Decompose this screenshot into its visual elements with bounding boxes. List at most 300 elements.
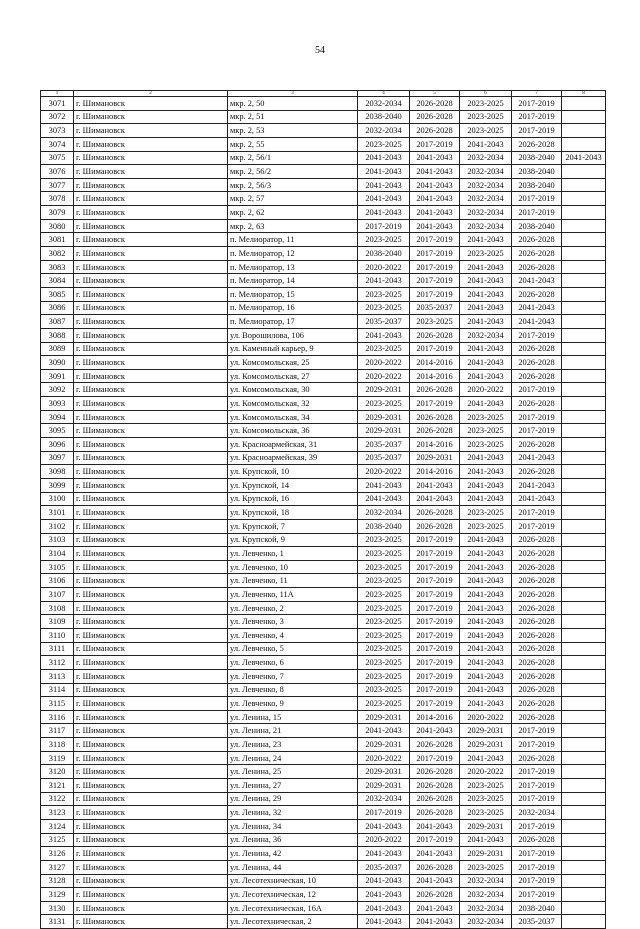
- period-cell: 2023-2025: [460, 124, 512, 138]
- period-cell: [562, 260, 606, 274]
- row-number-cell: 3096: [41, 438, 74, 452]
- period-cell: 2035-2037: [512, 915, 562, 929]
- row-number-cell: 3125: [41, 833, 74, 847]
- address-cell: ул. Левченко, 8: [228, 683, 358, 697]
- table-row: [41, 588, 606, 602]
- period-cell: [562, 424, 606, 438]
- period-cell: 2041-2043: [358, 874, 410, 888]
- settlement-cell: г. Шимановск: [74, 492, 228, 506]
- row-number-cell: 3117: [41, 724, 74, 738]
- page-number: 54: [315, 45, 325, 56]
- period-cell: [562, 397, 606, 411]
- period-cell: [562, 287, 606, 301]
- table-row: [41, 356, 606, 370]
- row-number-cell: 3119: [41, 751, 74, 765]
- address-cell: мкр. 2, 56/3: [228, 178, 358, 192]
- column-number-header: 7: [512, 91, 562, 97]
- period-cell: 2041-2043: [512, 315, 562, 329]
- period-cell: [562, 233, 606, 247]
- row-number-cell: 3106: [41, 574, 74, 588]
- table-row: [41, 683, 606, 697]
- period-cell: 2017-2019: [410, 260, 460, 274]
- settlement-cell: г. Шимановск: [74, 533, 228, 547]
- row-number-cell: 3113: [41, 669, 74, 683]
- address-cell: ул. Ленина, 29: [228, 792, 358, 806]
- column-number-header: 2: [74, 91, 228, 97]
- settlement-cell: г. Шимановск: [74, 369, 228, 383]
- address-cell: ул. Ленина, 21: [228, 724, 358, 738]
- period-cell: 2041-2043: [358, 478, 410, 492]
- address-cell: ул. Каменный карьер, 9: [228, 342, 358, 356]
- column-number-header: 6: [460, 91, 512, 97]
- table-row: [41, 301, 606, 315]
- row-number-cell: 3075: [41, 151, 74, 165]
- period-cell: 2023-2025: [358, 397, 410, 411]
- period-cell: [562, 792, 606, 806]
- period-cell: [562, 915, 606, 929]
- period-cell: [562, 315, 606, 329]
- period-cell: 2014-2016: [410, 465, 460, 479]
- period-cell: 2026-2028: [410, 806, 460, 820]
- table-row: [41, 779, 606, 793]
- period-cell: 2023-2025: [460, 806, 512, 820]
- row-number-cell: 3085: [41, 287, 74, 301]
- address-cell: мкр. 2, 62: [228, 206, 358, 220]
- period-cell: [562, 356, 606, 370]
- period-cell: 2017-2019: [410, 751, 460, 765]
- settlement-cell: г. Шимановск: [74, 178, 228, 192]
- row-number-cell: 3129: [41, 888, 74, 902]
- period-cell: 2023-2025: [358, 683, 410, 697]
- period-cell: 2032-2034: [358, 97, 410, 111]
- settlement-cell: г. Шимановск: [74, 588, 228, 602]
- settlement-cell: г. Шимановск: [74, 410, 228, 424]
- period-cell: 2017-2019: [512, 519, 562, 533]
- period-cell: 2041-2043: [358, 178, 410, 192]
- table-row: [41, 478, 606, 492]
- period-cell: 2041-2043: [460, 137, 512, 151]
- period-cell: 2017-2019: [410, 533, 460, 547]
- address-cell: ул. Лесотехническая, 16А: [228, 901, 358, 915]
- period-cell: 2017-2019: [512, 410, 562, 424]
- table-row: [41, 438, 606, 452]
- period-cell: 2026-2028: [410, 424, 460, 438]
- settlement-cell: г. Шимановск: [74, 710, 228, 724]
- period-cell: 2023-2025: [460, 247, 512, 261]
- table-row: [41, 178, 606, 192]
- period-cell: 2026-2028: [512, 669, 562, 683]
- period-cell: [562, 165, 606, 179]
- period-cell: 2017-2019: [512, 328, 562, 342]
- period-cell: 2032-2034: [460, 328, 512, 342]
- column-number-header: 1: [41, 91, 74, 97]
- period-cell: 2041-2043: [410, 492, 460, 506]
- address-cell: ул. Ленина, 25: [228, 765, 358, 779]
- address-cell: ул. Красноармейская, 39: [228, 451, 358, 465]
- settlement-cell: г. Шимановск: [74, 669, 228, 683]
- period-cell: 2038-2040: [512, 165, 562, 179]
- table-row: [41, 219, 606, 233]
- table-row: [41, 151, 606, 165]
- period-cell: 2026-2028: [512, 833, 562, 847]
- period-cell: 2014-2016: [410, 710, 460, 724]
- period-cell: 2041-2043: [460, 601, 512, 615]
- period-cell: 2029-2031: [358, 424, 410, 438]
- period-cell: 2017-2019: [410, 628, 460, 642]
- period-cell: 2035-2037: [358, 451, 410, 465]
- address-cell: ул. Ленина, 15: [228, 710, 358, 724]
- period-cell: 2023-2025: [358, 588, 410, 602]
- table-row: [41, 519, 606, 533]
- table-row: [41, 833, 606, 847]
- address-cell: ул. Крупской, 9: [228, 533, 358, 547]
- address-cell: ул. Комсомольская, 36: [228, 424, 358, 438]
- table-row: [41, 97, 606, 111]
- address-cell: ул. Ленина, 34: [228, 819, 358, 833]
- period-cell: 2017-2019: [410, 833, 460, 847]
- period-cell: 2026-2028: [512, 642, 562, 656]
- address-cell: ул. Комсомольская, 25: [228, 356, 358, 370]
- settlement-cell: г. Шимановск: [74, 260, 228, 274]
- period-cell: 2017-2019: [512, 819, 562, 833]
- period-cell: 2014-2016: [410, 356, 460, 370]
- table-row: [41, 192, 606, 206]
- row-number-cell: 3101: [41, 506, 74, 520]
- period-cell: 2041-2043: [460, 465, 512, 479]
- period-cell: 2041-2043: [512, 301, 562, 315]
- address-cell: ул. Левченко, 3: [228, 615, 358, 629]
- settlement-cell: г. Шимановск: [74, 656, 228, 670]
- period-cell: 2026-2028: [410, 506, 460, 520]
- row-number-cell: 3100: [41, 492, 74, 506]
- period-cell: 2023-2025: [358, 342, 410, 356]
- period-cell: 2017-2019: [512, 206, 562, 220]
- address-cell: ул. Левченко, 1: [228, 547, 358, 561]
- period-cell: 2032-2034: [358, 506, 410, 520]
- settlement-cell: г. Шимановск: [74, 642, 228, 656]
- address-cell: ул. Ленина, 32: [228, 806, 358, 820]
- period-cell: 2023-2025: [358, 301, 410, 315]
- period-cell: 2026-2028: [410, 410, 460, 424]
- period-cell: 2017-2019: [512, 724, 562, 738]
- column-number-header: 8: [562, 91, 606, 97]
- period-cell: 2035-2037: [410, 301, 460, 315]
- period-cell: 2026-2028: [512, 683, 562, 697]
- period-cell: [562, 369, 606, 383]
- table-row: [41, 247, 606, 261]
- period-cell: 2041-2043: [460, 588, 512, 602]
- period-cell: 2017-2019: [512, 424, 562, 438]
- period-cell: 2032-2034: [460, 178, 512, 192]
- row-number-cell: 3074: [41, 137, 74, 151]
- period-cell: 2023-2025: [460, 424, 512, 438]
- period-cell: [562, 506, 606, 520]
- address-cell: ул. Левченко, 9: [228, 697, 358, 711]
- address-cell: п. Мелиоратор, 17: [228, 315, 358, 329]
- table-row: [41, 547, 606, 561]
- period-cell: 2017-2019: [410, 642, 460, 656]
- period-cell: 2032-2034: [460, 874, 512, 888]
- table-row: [41, 110, 606, 124]
- row-number-cell: 3109: [41, 615, 74, 629]
- period-cell: 2017-2019: [410, 574, 460, 588]
- settlement-cell: г. Шимановск: [74, 424, 228, 438]
- period-cell: 2026-2028: [512, 547, 562, 561]
- address-cell: мкр. 2, 50: [228, 97, 358, 111]
- settlement-cell: г. Шимановск: [74, 779, 228, 793]
- period-cell: [562, 806, 606, 820]
- address-cell: ул. Крупской, 18: [228, 506, 358, 520]
- period-cell: 2032-2034: [512, 806, 562, 820]
- table-row: [41, 451, 606, 465]
- period-cell: 2041-2043: [512, 451, 562, 465]
- settlement-cell: г. Шимановск: [74, 901, 228, 915]
- row-number-cell: 3131: [41, 915, 74, 929]
- period-cell: 2041-2043: [460, 451, 512, 465]
- period-cell: 2017-2019: [410, 656, 460, 670]
- table-row: [41, 765, 606, 779]
- address-cell: ул. Красноармейская, 31: [228, 438, 358, 452]
- period-cell: 2020-2022: [460, 383, 512, 397]
- settlement-cell: г. Шимановск: [74, 219, 228, 233]
- table-row: [41, 724, 606, 738]
- table-row: [41, 819, 606, 833]
- period-cell: 2029-2031: [358, 383, 410, 397]
- period-cell: 2017-2019: [512, 888, 562, 902]
- address-cell: ул. Ленина, 24: [228, 751, 358, 765]
- table-row: [41, 915, 606, 929]
- period-cell: 2026-2028: [512, 656, 562, 670]
- table-row: [41, 601, 606, 615]
- period-cell: 2041-2043: [410, 874, 460, 888]
- period-cell: 2026-2028: [512, 356, 562, 370]
- period-cell: 2041-2043: [358, 192, 410, 206]
- period-cell: 2017-2019: [410, 615, 460, 629]
- table-row: [41, 710, 606, 724]
- period-cell: 2041-2043: [460, 342, 512, 356]
- period-cell: 2032-2034: [460, 901, 512, 915]
- period-cell: 2026-2028: [512, 574, 562, 588]
- address-cell: ул. Ленина, 27: [228, 779, 358, 793]
- table-row: [41, 751, 606, 765]
- period-cell: 2032-2034: [358, 124, 410, 138]
- period-cell: 2026-2028: [410, 328, 460, 342]
- period-cell: [562, 110, 606, 124]
- period-cell: 2023-2025: [460, 438, 512, 452]
- settlement-cell: г. Шимановск: [74, 915, 228, 929]
- table-row: [41, 492, 606, 506]
- period-cell: 2029-2031: [358, 765, 410, 779]
- table-row: [41, 315, 606, 329]
- period-cell: [562, 615, 606, 629]
- settlement-cell: г. Шимановск: [74, 137, 228, 151]
- row-number-cell: 3111: [41, 642, 74, 656]
- period-cell: [562, 779, 606, 793]
- period-cell: 2032-2034: [460, 888, 512, 902]
- period-cell: 2023-2025: [460, 110, 512, 124]
- period-cell: 2038-2040: [512, 151, 562, 165]
- period-cell: [562, 847, 606, 861]
- period-cell: 2023-2025: [358, 533, 410, 547]
- row-number-cell: 3128: [41, 874, 74, 888]
- period-cell: 2020-2022: [358, 356, 410, 370]
- period-cell: 2020-2022: [358, 833, 410, 847]
- row-number-cell: 3112: [41, 656, 74, 670]
- settlement-cell: г. Шимановск: [74, 847, 228, 861]
- row-number-cell: 3094: [41, 410, 74, 424]
- period-cell: 2041-2043: [512, 478, 562, 492]
- period-cell: 2041-2043: [460, 642, 512, 656]
- period-cell: 2029-2031: [358, 738, 410, 752]
- address-cell: п. Мелиоратор, 15: [228, 287, 358, 301]
- period-cell: 2026-2028: [410, 519, 460, 533]
- settlement-cell: г. Шимановск: [74, 615, 228, 629]
- period-cell: [562, 724, 606, 738]
- address-cell: мкр. 2, 57: [228, 192, 358, 206]
- settlement-cell: г. Шимановск: [74, 192, 228, 206]
- period-cell: 2041-2043: [460, 397, 512, 411]
- period-cell: 2023-2025: [358, 560, 410, 574]
- period-cell: [562, 519, 606, 533]
- settlement-cell: г. Шимановск: [74, 356, 228, 370]
- period-cell: 2017-2019: [358, 806, 410, 820]
- row-number-cell: 3098: [41, 465, 74, 479]
- period-cell: 2026-2028: [410, 779, 460, 793]
- column-number-header: 3: [228, 91, 358, 97]
- address-cell: ул. Комсомольская, 34: [228, 410, 358, 424]
- period-cell: [562, 669, 606, 683]
- period-cell: 2041-2043: [410, 192, 460, 206]
- period-cell: 2041-2043: [410, 819, 460, 833]
- address-cell: ул. Ворошилова, 106: [228, 328, 358, 342]
- table-row: [41, 506, 606, 520]
- table-row: [41, 287, 606, 301]
- settlement-cell: г. Шимановск: [74, 383, 228, 397]
- period-cell: 2041-2043: [460, 656, 512, 670]
- period-cell: 2041-2043: [562, 151, 606, 165]
- period-cell: 2041-2043: [460, 274, 512, 288]
- address-cell: п. Мелиоратор, 11: [228, 233, 358, 247]
- row-number-cell: 3072: [41, 110, 74, 124]
- address-cell: ул. Комсомольская, 27: [228, 369, 358, 383]
- period-cell: [562, 410, 606, 424]
- settlement-cell: г. Шимановск: [74, 342, 228, 356]
- address-cell: мкр. 2, 55: [228, 137, 358, 151]
- settlement-cell: г. Шимановск: [74, 124, 228, 138]
- row-number-cell: 3081: [41, 233, 74, 247]
- settlement-cell: г. Шимановск: [74, 438, 228, 452]
- period-cell: 2041-2043: [460, 233, 512, 247]
- table-row: [41, 137, 606, 151]
- period-cell: 2038-2040: [358, 519, 410, 533]
- period-cell: [562, 206, 606, 220]
- row-number-cell: 3107: [41, 588, 74, 602]
- period-cell: 2020-2022: [358, 465, 410, 479]
- address-cell: ул. Крупской, 16: [228, 492, 358, 506]
- period-cell: 2017-2019: [512, 192, 562, 206]
- table-row: [41, 410, 606, 424]
- period-cell: 2017-2019: [512, 506, 562, 520]
- period-cell: 2026-2028: [410, 110, 460, 124]
- column-number-header: 5: [410, 91, 460, 97]
- period-cell: [562, 274, 606, 288]
- period-cell: 2026-2028: [512, 615, 562, 629]
- period-cell: 2026-2028: [512, 397, 562, 411]
- period-cell: 2041-2043: [410, 206, 460, 220]
- period-cell: 2026-2028: [512, 260, 562, 274]
- period-cell: 2026-2028: [512, 369, 562, 383]
- period-cell: 2041-2043: [460, 697, 512, 711]
- table-row: [41, 206, 606, 220]
- period-cell: [562, 901, 606, 915]
- period-cell: 2017-2019: [358, 219, 410, 233]
- address-cell: ул. Левченко, 11А: [228, 588, 358, 602]
- period-cell: 2017-2019: [410, 233, 460, 247]
- settlement-cell: г. Шимановск: [74, 465, 228, 479]
- row-number-cell: 3087: [41, 315, 74, 329]
- row-number-cell: 3122: [41, 792, 74, 806]
- period-cell: 2026-2028: [512, 533, 562, 547]
- table-row: [41, 124, 606, 138]
- period-cell: 2026-2028: [512, 137, 562, 151]
- period-cell: 2017-2019: [410, 588, 460, 602]
- period-cell: [562, 192, 606, 206]
- period-cell: 2041-2043: [410, 219, 460, 233]
- period-cell: 2041-2043: [460, 287, 512, 301]
- address-cell: ул. Лесотехническая, 2: [228, 915, 358, 929]
- period-cell: 2026-2028: [512, 247, 562, 261]
- period-cell: [562, 601, 606, 615]
- period-cell: 2041-2043: [410, 151, 460, 165]
- table-row: [41, 574, 606, 588]
- period-cell: [562, 438, 606, 452]
- period-cell: 2026-2028: [512, 287, 562, 301]
- settlement-cell: г. Шимановск: [74, 628, 228, 642]
- period-cell: 2023-2025: [358, 669, 410, 683]
- row-number-cell: 3104: [41, 547, 74, 561]
- period-cell: 2023-2025: [460, 860, 512, 874]
- table-row: [41, 615, 606, 629]
- period-cell: 2032-2034: [460, 915, 512, 929]
- period-cell: 2017-2019: [512, 847, 562, 861]
- table-row: [41, 328, 606, 342]
- settlement-cell: г. Шимановск: [74, 165, 228, 179]
- settlement-cell: г. Шимановск: [74, 724, 228, 738]
- table-row: [41, 560, 606, 574]
- period-cell: 2041-2043: [460, 669, 512, 683]
- settlement-cell: г. Шимановск: [74, 874, 228, 888]
- period-cell: [562, 383, 606, 397]
- table-row: [41, 628, 606, 642]
- address-cell: ул. Комсомольская, 32: [228, 397, 358, 411]
- period-cell: 2029-2031: [460, 819, 512, 833]
- row-number-cell: 3127: [41, 860, 74, 874]
- settlement-cell: г. Шимановск: [74, 888, 228, 902]
- period-cell: 2023-2025: [358, 628, 410, 642]
- period-cell: 2029-2031: [460, 724, 512, 738]
- table-row: [41, 792, 606, 806]
- period-cell: 2017-2019: [410, 601, 460, 615]
- period-cell: [562, 301, 606, 315]
- table-row: [41, 901, 606, 915]
- period-cell: 2017-2019: [512, 124, 562, 138]
- table-row: [41, 233, 606, 247]
- period-cell: [562, 342, 606, 356]
- period-cell: 2023-2025: [358, 137, 410, 151]
- period-cell: 2032-2034: [460, 206, 512, 220]
- period-cell: 2041-2043: [358, 492, 410, 506]
- address-cell: мкр. 2, 56/1: [228, 151, 358, 165]
